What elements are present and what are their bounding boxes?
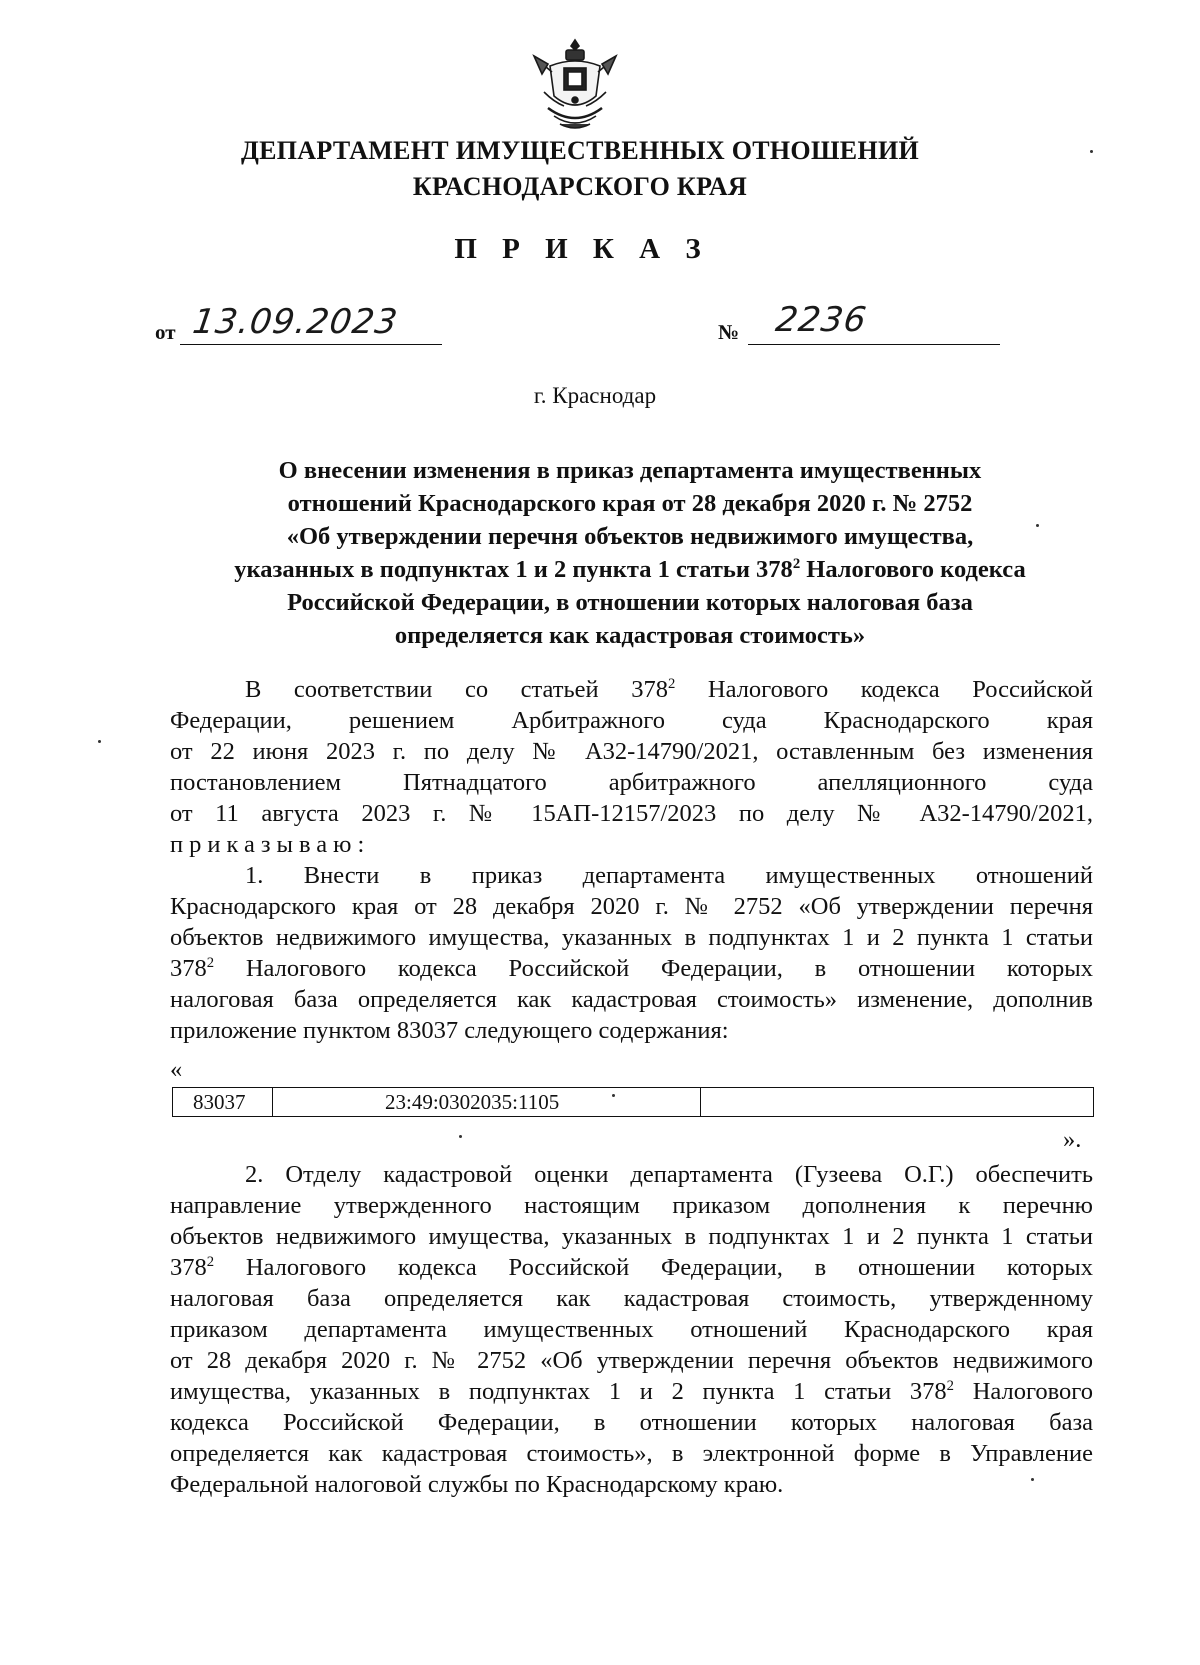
quote-open: « xyxy=(170,1056,183,1083)
body-line xyxy=(170,1252,1093,1283)
number-value-handwritten: 2236 xyxy=(773,300,870,340)
body-text: 378 xyxy=(170,1254,207,1281)
subject-line: Российской Федерации, в отношении которых налоговая база xyxy=(287,589,973,616)
date-prefix: от xyxy=(155,320,176,344)
body-line: кодекса Российской Федерации, в отношении которых налоговая база xyxy=(170,1409,1093,1436)
body-line: налоговая база определяется как кадастровая стоимость» изменение, дополнив xyxy=(170,986,1093,1013)
body-line: Федерации, решением Арбитражного суда Краснодарского края xyxy=(170,707,1093,734)
inserted-table-row xyxy=(172,1087,1094,1117)
table-cell-extra xyxy=(701,1088,1093,1116)
number-underline xyxy=(748,344,1000,345)
superscript: 2 xyxy=(946,1377,955,1394)
body-line: постановлением Пятнадцатого арбитражного апелляционного суда xyxy=(170,769,1093,796)
body-line: от 22 июня 2023 г. по делу № А32-14790/2021, оставленным без изменения xyxy=(170,738,1093,765)
date-value-handwritten: 13.09.2023 xyxy=(190,302,401,342)
body-text: Налогового xyxy=(954,1378,1093,1405)
subject-line: О внесении изменения в приказ департамента имущественных xyxy=(278,457,982,484)
body-line xyxy=(170,953,1093,984)
department-name-line1: ДЕПАРТАМЕНТ ИМУЩЕСТВЕННЫХ ОТНОШЕНИЙ xyxy=(240,136,920,165)
body-line: приложение пунктом 83037 следующего содержания: xyxy=(170,1017,729,1044)
number-field xyxy=(718,300,1008,348)
superscript: 2 xyxy=(206,954,215,971)
body-line: Краснодарского края от 28 декабря 2020 г. № 2752 «Об утверждении перечня xyxy=(170,893,1093,920)
subject-text: указанных в подпунктах 1 и 2 пункта 1 статьи 378 xyxy=(234,556,793,583)
body-line-ordering: приказываю: xyxy=(170,831,371,858)
body-line: налоговая база определяется как кадастровая стоимость, утвержденному xyxy=(170,1285,1093,1312)
date-underline xyxy=(180,344,442,345)
body-line: Федеральной налоговой службы по Краснодарскому краю. xyxy=(170,1471,784,1498)
body-line: 2. Отделу кадастровой оценки департамента (Гузеева О.Г.) обеспечить xyxy=(245,1161,1093,1188)
subject-line: «Об утверждении перечня объектов недвижимого имущества, xyxy=(286,523,974,550)
scan-speck xyxy=(1036,524,1039,527)
number-prefix: № xyxy=(718,320,740,344)
body-text: Налогового кодекса Российской Федерации, в отношении которых xyxy=(214,1254,1093,1281)
body-line: 1. Внести в приказ департамента имущественных отношений xyxy=(245,862,1093,889)
subject-line: отношений Краснодарского края от 28 декабря 2020 г. № 2752 xyxy=(287,490,973,517)
body-line: объектов недвижимого имущества, указанных в подпунктах 1 и 2 пункта 1 статьи xyxy=(170,924,1093,951)
coat-of-arms-emblem xyxy=(530,36,620,136)
quote-close: ». xyxy=(1063,1126,1082,1153)
body-line xyxy=(170,674,1093,705)
city-name: г. Краснодар xyxy=(533,383,657,408)
subject-line xyxy=(160,553,1100,586)
body-text: Налогового кодекса Российской Федерации, в отношении которых xyxy=(214,955,1093,982)
subject-text: Налогового кодекса xyxy=(800,556,1026,583)
scan-speck xyxy=(459,1135,462,1138)
table-cell-number: 83037 xyxy=(173,1088,273,1116)
table-cell-cadastral: 23:49:0302035:1105 xyxy=(273,1088,701,1116)
body-text: Налогового кодекса Российской xyxy=(675,676,1093,703)
order-subject xyxy=(160,454,1100,652)
body-line: от 11 августа 2023 г. № 15АП-12157/2023 по делу № А32-14790/2021, xyxy=(170,800,1093,827)
superscript: 2 xyxy=(206,1253,215,1270)
scan-speck xyxy=(1090,150,1093,153)
body-line: направление утвержденного настоящим приказом дополнения к перечню xyxy=(170,1192,1093,1219)
date-field xyxy=(155,302,445,348)
document-type-title: П Р И К А З xyxy=(454,233,710,265)
subject-line: определяется как кадастровая стоимость» xyxy=(394,622,866,649)
body-line: приказом департамента имущественных отношений Краснодарского края xyxy=(170,1316,1093,1343)
department-name-line2: КРАСНОДАРСКОГО КРАЯ xyxy=(412,172,748,201)
body-line: от 28 декабря 2020 г. № 2752 «Об утверждении перечня объектов недвижимого xyxy=(170,1347,1093,1374)
preamble-and-item1 xyxy=(170,674,1093,1046)
scan-speck xyxy=(98,740,101,743)
body-line: объектов недвижимого имущества, указанных в подпунктах 1 и 2 пункта 1 статьи xyxy=(170,1223,1093,1250)
body-text: В соответствии со статьей 378 xyxy=(245,676,668,703)
item2 xyxy=(170,1159,1093,1500)
superscript: 2 xyxy=(792,555,801,572)
superscript: 2 xyxy=(667,675,676,692)
body-text: 378 xyxy=(170,955,207,982)
scan-speck xyxy=(1031,1478,1034,1481)
scan-speck xyxy=(612,1094,615,1097)
body-text: имущества, указанных в подпунктах 1 и 2 пункта 1 статьи 378 xyxy=(170,1378,947,1405)
body-line xyxy=(170,1376,1093,1407)
body-line: определяется как кадастровая стоимость», в электронной форме в Управление xyxy=(170,1440,1093,1467)
